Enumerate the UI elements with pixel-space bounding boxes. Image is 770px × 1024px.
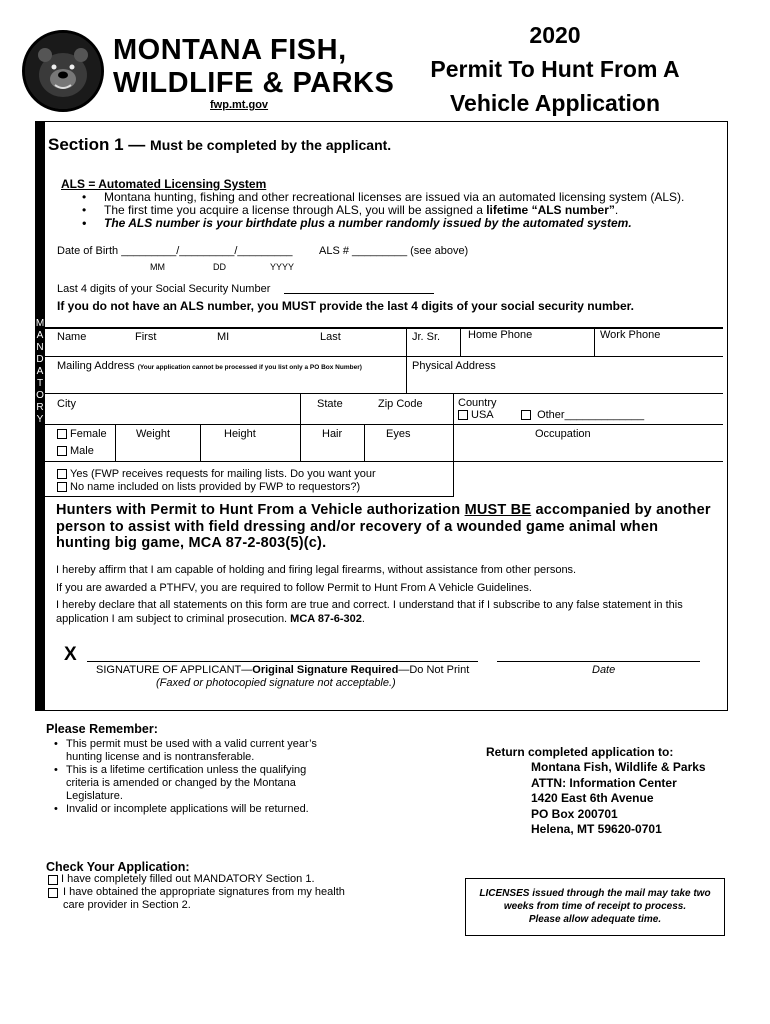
remember-list (52, 738, 342, 816)
grid-line (453, 393, 454, 497)
usa-checkbox[interactable] (458, 410, 468, 420)
other-checkbox[interactable] (521, 410, 531, 420)
no-checkbox[interactable] (57, 482, 67, 492)
website-link[interactable]: fwp.mt.gov (210, 99, 269, 111)
country-label: Country (458, 397, 497, 409)
check-application-heading: Check Your Application: (46, 860, 190, 874)
als-bullet-2-end: . (614, 203, 619, 217)
affirm-statement-1: I hereby affirm that I am capable of holding and firing legal firearms, without assistance from other persons. (56, 564, 577, 576)
title-line-2: Permit To Hunt From A (430, 56, 680, 82)
female-option[interactable] (57, 428, 107, 440)
mandatory-letter: M (35, 318, 45, 329)
fwp-bear-logo (22, 30, 104, 112)
first-name-field[interactable]: First (135, 331, 157, 343)
signature-x-mark: X (64, 644, 77, 665)
licenses-note-line-1: LICENSES issued through the mail may take two (479, 888, 711, 899)
male-option[interactable] (57, 445, 94, 457)
remember-item: • This is a lifetime certification unless the qualifying criteria is amended or changed by the Montana Legislature. (52, 764, 342, 803)
licenses-note-line-3: Please allow adequate time. (528, 914, 662, 925)
hair-field[interactable]: Hair (322, 428, 343, 440)
section-1-title (48, 135, 391, 155)
mailing-address-label: Mailing Address (57, 360, 135, 372)
document-title (395, 18, 715, 120)
signature-line[interactable] (87, 661, 478, 662)
sig-post: —Do Not Print (398, 664, 470, 676)
als-bullet-3: • The ALS number is your birthdate plus a number randomly issued by the automated system. (82, 217, 684, 230)
grid-line (45, 424, 723, 425)
mandatory-letter: R (36, 402, 44, 413)
signature-label (96, 664, 469, 676)
licenses-note-box (465, 878, 725, 936)
mandatory-letter: T (36, 378, 44, 389)
check-item-2[interactable] (48, 886, 368, 912)
check-item-2-label: I have obtained the appropriate signatures from my health care provider in Section 2. (63, 886, 345, 911)
dob-mm: MM (150, 262, 165, 272)
grid-line (460, 327, 461, 357)
state-field[interactable]: State (317, 398, 343, 410)
grid-line (45, 461, 723, 462)
remember-item: • This permit must be used with a valid current year’s hunting license and is nontransferable. (52, 738, 342, 764)
return-address-line: PO Box 200701 (531, 806, 618, 821)
return-address (531, 760, 706, 838)
grid-line (45, 356, 723, 357)
check-list (48, 873, 368, 912)
ssn-warning: If you do not have an ALS number, you MUST provide the last 4 digits of your social security number. (57, 299, 634, 313)
other-label: Other_____________ (537, 409, 645, 421)
date-label: Date (592, 664, 616, 676)
hunters-warning (56, 502, 716, 552)
grid-line (45, 393, 723, 394)
section-title-main: Section 1 — (48, 135, 151, 154)
agency-line-2: WILDLIFE & PARKS (113, 67, 395, 99)
grid-line (300, 424, 301, 462)
mandatory-letter: A (36, 366, 44, 377)
grid-line (45, 496, 453, 497)
grid-line (364, 424, 365, 462)
male-label: Male (70, 445, 94, 457)
male-checkbox[interactable] (57, 446, 67, 456)
affirm-statement-3 (56, 598, 716, 626)
mailing-address-note: (Your application cannot be processed if you list only a PO Box Number) (137, 364, 362, 371)
date-line[interactable] (497, 661, 700, 662)
mandatory-letter: N (36, 342, 44, 353)
sig-pre: SIGNATURE OF APPLICANT— (96, 664, 253, 676)
remember-item: • Invalid or incomplete applications will be returned. (52, 803, 342, 816)
agency-line-1: MONTANA FISH, (113, 34, 347, 66)
return-address-line: Montana Fish, Wildlife & Parks (531, 760, 706, 774)
dob-dd: DD (213, 262, 226, 272)
mandatory-letter: D (36, 354, 44, 365)
dob-yyyy: YYYY (270, 262, 295, 272)
country-usa-option[interactable] (458, 409, 494, 421)
return-address-line: 1420 East 6th Avenue (531, 791, 654, 805)
ssn-label: Last 4 digits of your Social Security Number (57, 283, 271, 295)
physical-address-field[interactable]: Physical Address (412, 360, 496, 372)
zip-code-field[interactable]: Zip Code (378, 398, 423, 410)
mailing-list-no[interactable] (57, 481, 360, 493)
als-heading: ALS = Automated Licensing System (61, 177, 267, 191)
usa-label: USA (471, 409, 494, 421)
please-remember-heading: Please Remember: (46, 722, 158, 736)
als-bullet-1: • Montana hunting, fishing and other recreational licenses are issued via an automated licensing system (ALS). (82, 191, 684, 204)
eyes-field[interactable]: Eyes (386, 428, 411, 440)
title-year: 2020 (529, 22, 581, 48)
check-item-1[interactable] (48, 873, 368, 886)
grid-line (115, 424, 116, 462)
agency-name (113, 34, 394, 100)
grid-line (594, 327, 595, 357)
warning-must-be: MUST BE (464, 502, 532, 518)
grid-line (406, 327, 407, 394)
grid-line (300, 393, 301, 425)
height-field[interactable]: Height (224, 428, 256, 440)
affirm-statement-2: If you are awarded a PTHFV, you are required to follow Permit to Hunt From A Vehicle Guidelines. (56, 582, 532, 594)
jr-sr-field[interactable]: Jr. Sr. (412, 331, 441, 343)
dob-field[interactable]: Date of Birth _________/_________/_________ (57, 245, 293, 257)
warning-pre: Hunters with Permit to Hunt From a Vehicle authorization (56, 502, 465, 518)
title-line-3: Vehicle Application (449, 90, 661, 116)
return-address-line: ATTN: Information Center (531, 775, 677, 790)
als-bullet-2-bold: lifetime “ALS number” (486, 203, 615, 217)
affirm-3-bold: MCA 87-6-302 (290, 613, 362, 625)
last-name-field[interactable]: Last (320, 331, 341, 343)
ssn-input-line[interactable] (284, 293, 434, 294)
mi-field[interactable]: MI (217, 331, 230, 343)
licenses-note-line-2: weeks from time of receipt to process. (503, 901, 687, 912)
no-label: No name included on lists provided by FWP to requestors?) (70, 481, 361, 493)
work-phone-field[interactable]: Work Phone (600, 329, 661, 341)
female-label: Female (70, 428, 107, 440)
section-title-sub: Must be completed by the applicant. (150, 137, 392, 153)
city-field[interactable]: City (57, 398, 76, 410)
signature-note: (Faxed or photocopied signature not acceptable.) (156, 677, 396, 689)
warning-post: accompanied by another person to assist with field dressing and/or recovery of a wounded game animal when hunting big game, MCA 87-2-803(5)(c). (56, 502, 711, 551)
name-label: Name (57, 331, 87, 343)
als-bullet-list (82, 191, 684, 230)
return-address-line: Helena, MT 59620-0701 (531, 822, 662, 836)
mailing-address-field[interactable] (57, 360, 362, 372)
weight-field[interactable]: Weight (136, 428, 171, 440)
yes-label: Yes (FWP receives requests for mailing lists. Do you want your (70, 468, 376, 480)
mandatory-label (35, 318, 45, 426)
sig-bold: Original Signature Required (252, 664, 399, 676)
affirm-3-text: I hereby declare that all statements on this form are true and correct. I understand that if I subscribe to any false statement in this application I am subject to criminal prosecution. (56, 599, 683, 625)
check-item-1-checkbox[interactable] (48, 875, 58, 885)
mailing-list-yes[interactable] (57, 468, 376, 480)
als-bullet-2-text: The first time you acquire a license through ALS, you will be assigned a (104, 203, 487, 217)
mandatory-letter: O (36, 390, 44, 401)
home-phone-field[interactable]: Home Phone (468, 329, 533, 341)
return-heading: Return completed application to: (486, 745, 674, 759)
country-other-option[interactable] (521, 409, 644, 421)
mandatory-letter: Y (36, 414, 44, 425)
grid-line (200, 424, 201, 462)
yes-checkbox[interactable] (57, 469, 67, 479)
check-item-1-label: I have completely filled out MANDATORY Section 1. (61, 873, 315, 885)
affirm-3-end: . (361, 613, 365, 625)
check-item-2-checkbox[interactable] (48, 888, 58, 898)
female-checkbox[interactable] (57, 429, 67, 439)
occupation-field[interactable]: Occupation (535, 428, 591, 440)
als-number-field[interactable]: ALS # _________ (see above) (319, 245, 469, 257)
mandatory-letter: A (36, 330, 44, 341)
